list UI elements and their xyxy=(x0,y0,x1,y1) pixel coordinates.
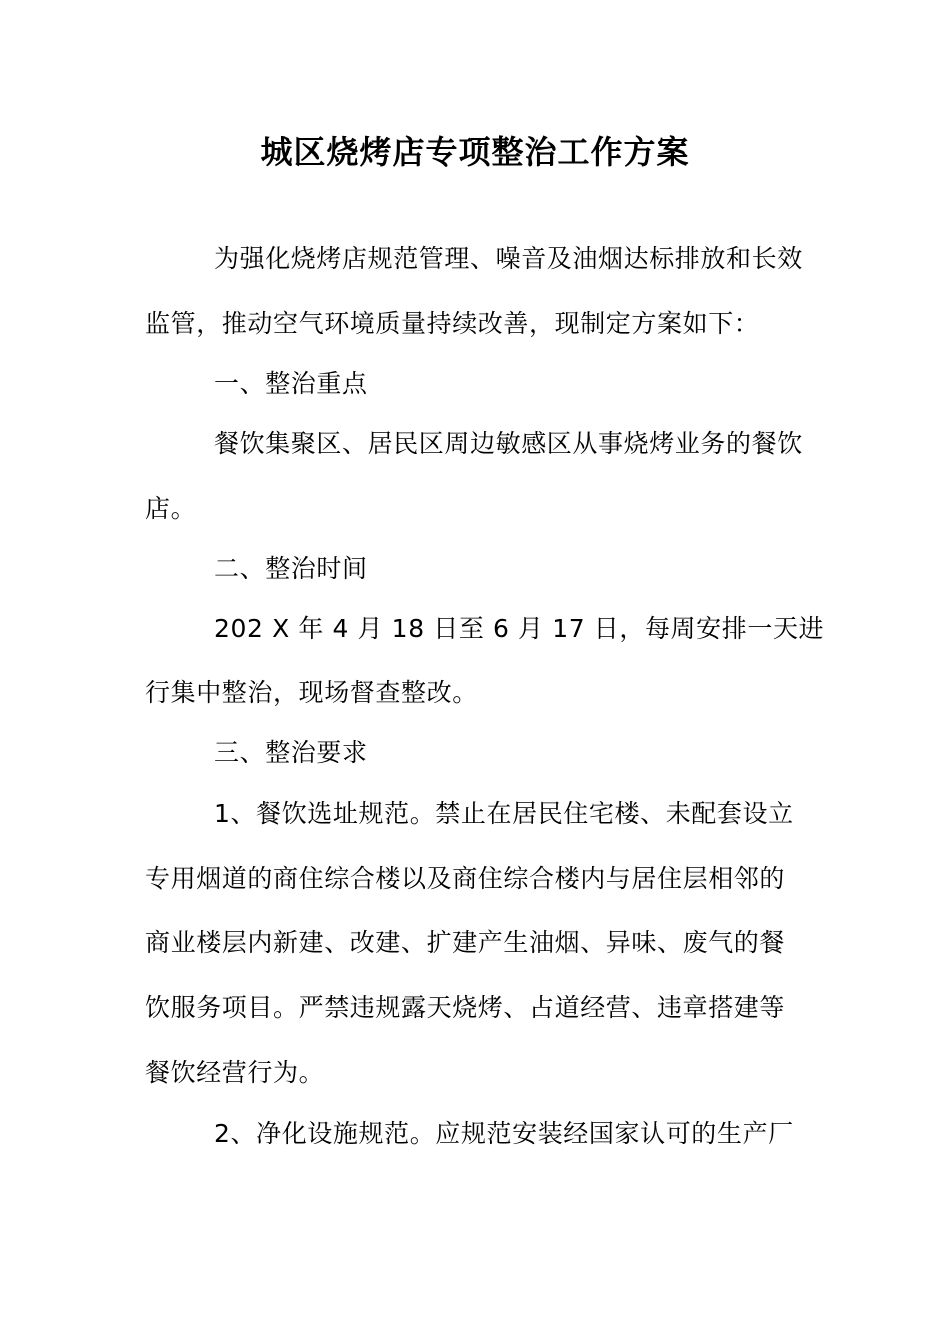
body-line-5: 202 X 年 4 月 18 日至 6 月 17 日，每周安排一天进 xyxy=(214,614,825,643)
body-line-2: 监管，推动空气环境质量持续改善，现制定方案如下： xyxy=(145,309,760,338)
body-line-12: 2、净化设施规范。应规范安装经国家认可的生产厂 xyxy=(214,1119,794,1148)
body-line-6: 行集中整治，现场督查整改。 xyxy=(145,678,478,707)
body-line-4: 店。 xyxy=(145,494,197,523)
body-line-11: 餐饮经营行为。 xyxy=(145,1058,325,1087)
body-line-8: 专用烟道的商住综合楼以及商住综合楼内与居住层相邻的 xyxy=(145,864,786,893)
body-line-7: 1、餐饮选址规范。禁止在居民住宅楼、未配套设立 xyxy=(214,799,794,828)
body-line-9: 商业楼层内新建、改建、扩建产生油烟、异味、废气的餐 xyxy=(145,928,786,957)
section-heading-2: 二、整治时间 xyxy=(214,554,368,583)
body-line-10: 饮服务项目。严禁违规露天烧烤、占道经营、违章搭建等 xyxy=(145,993,786,1022)
body-line-1: 为强化烧烤店规范管理、噪音及油烟达标排放和长效 xyxy=(214,244,803,273)
body-line-3: 餐饮集聚区、居民区周边敏感区从事烧烤业务的餐饮 xyxy=(214,429,803,458)
document-title: 城区烧烤店专项整治工作方案 xyxy=(260,133,690,171)
section-heading-1: 一、整治重点 xyxy=(214,369,368,398)
section-heading-3: 三、整治要求 xyxy=(214,738,368,767)
